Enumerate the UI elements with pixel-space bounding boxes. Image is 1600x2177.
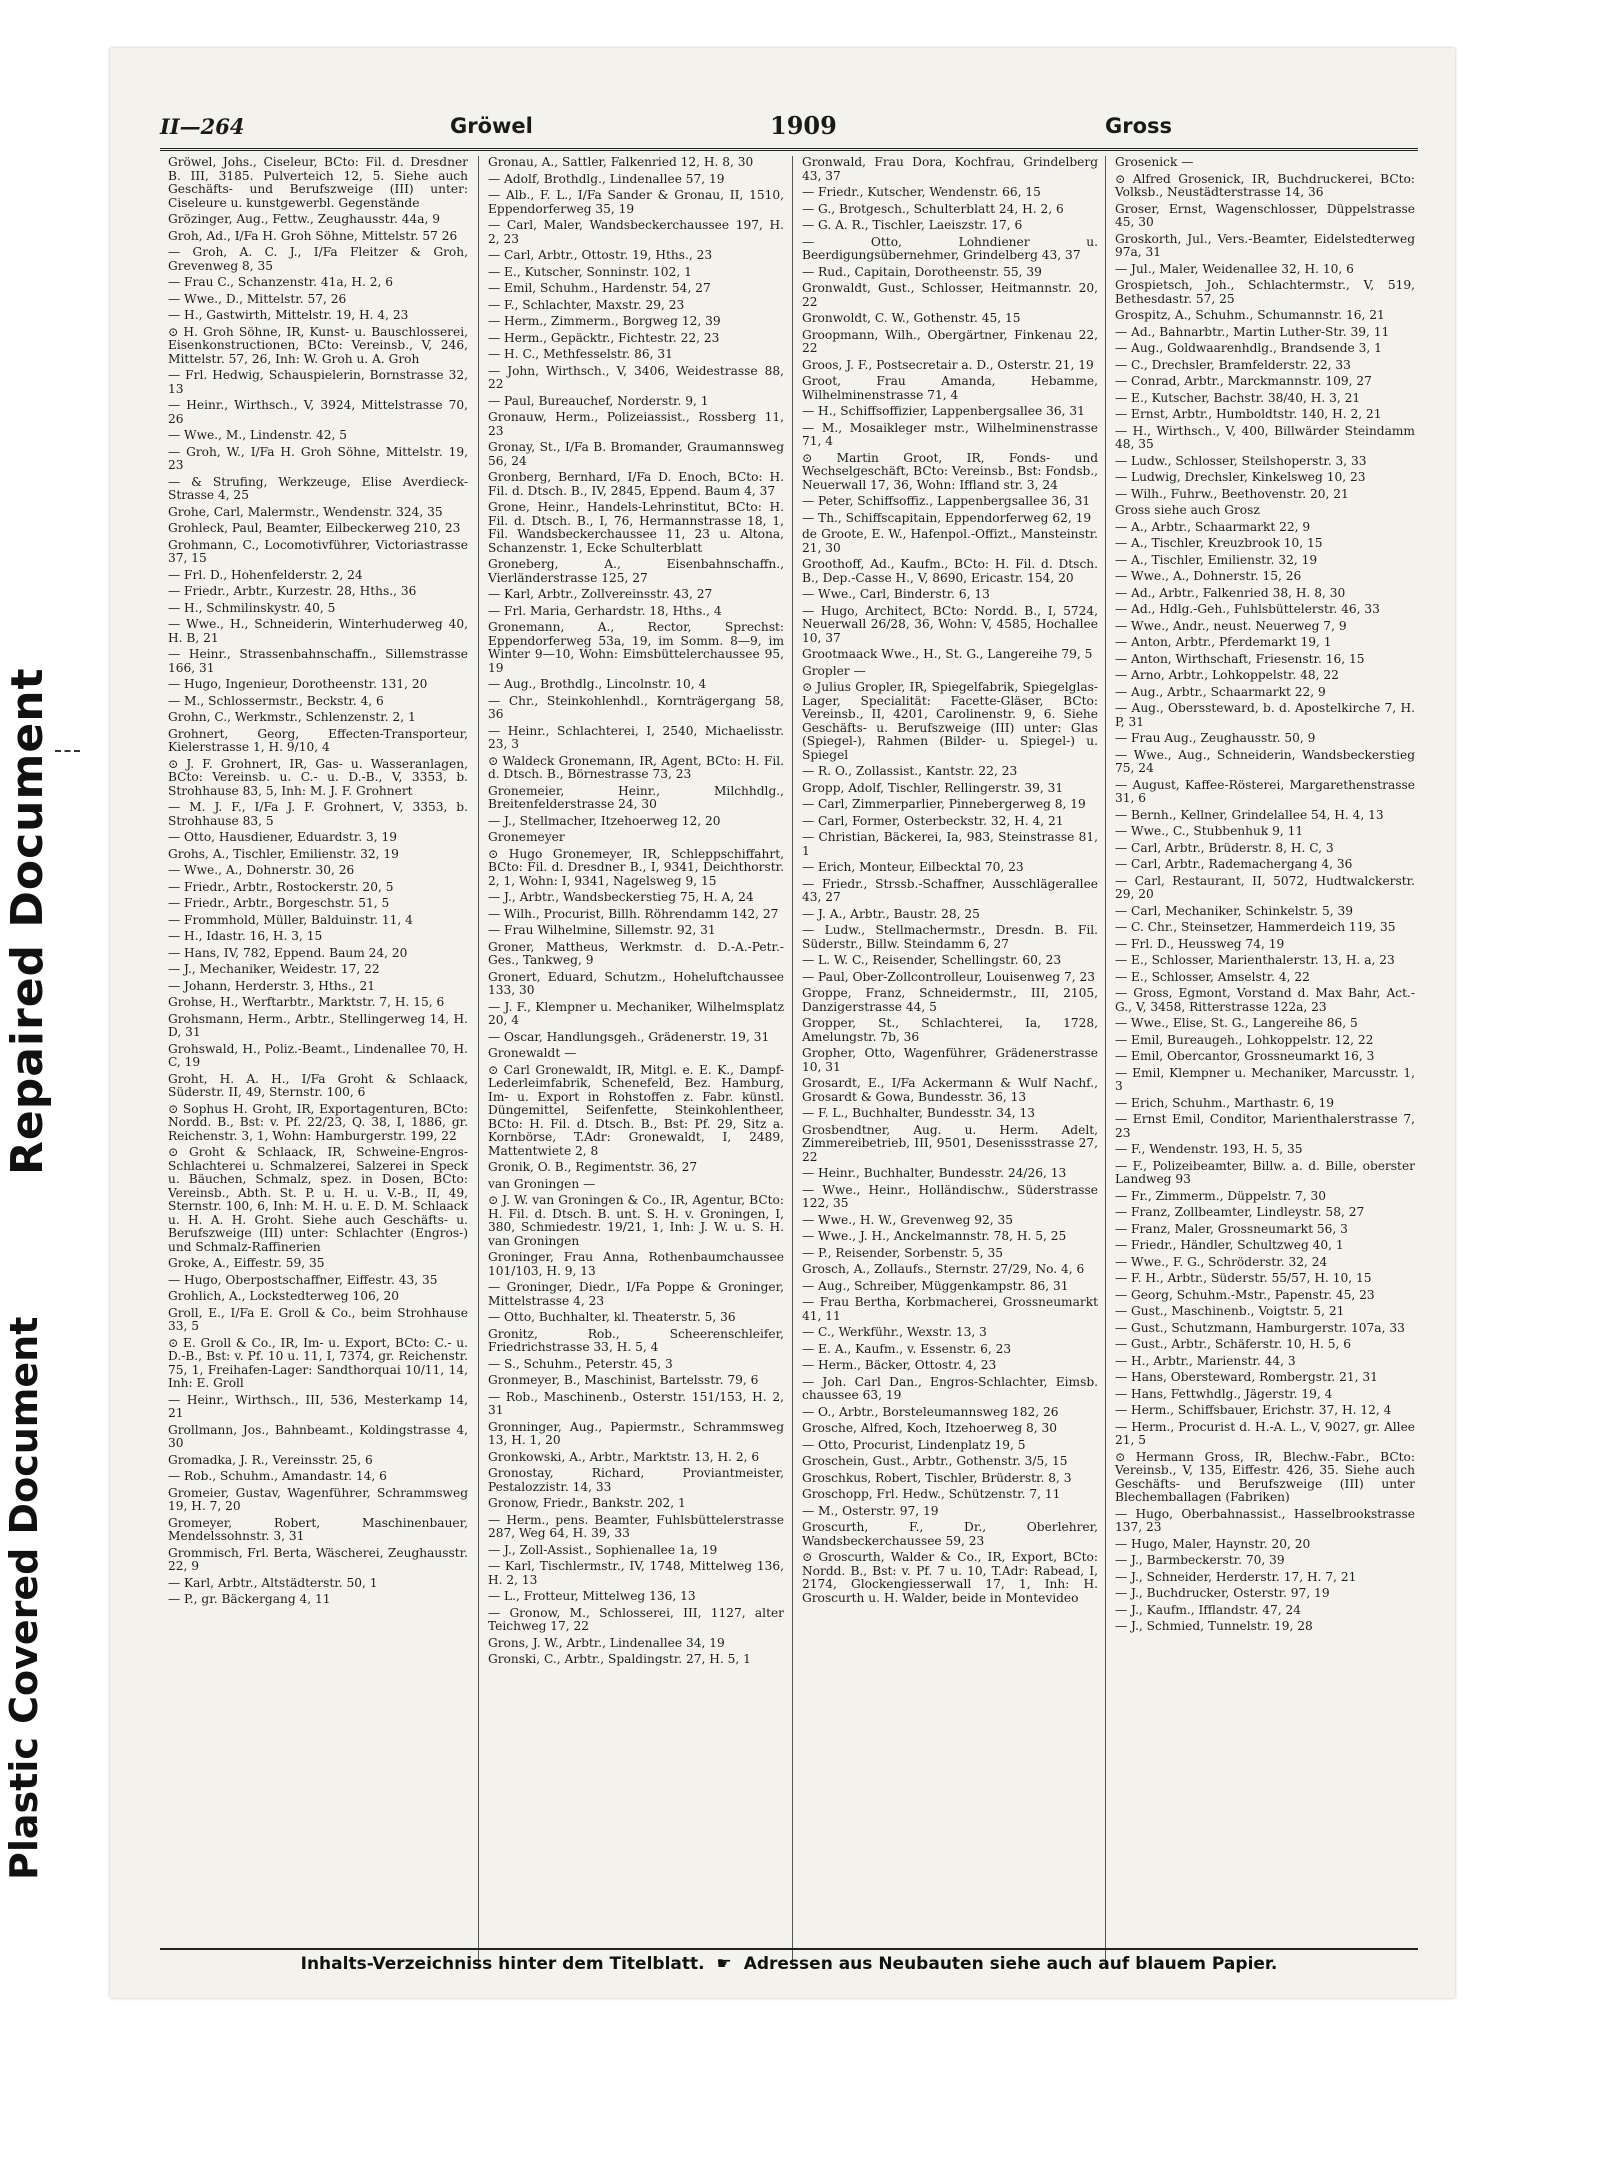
directory-entry: — J., Schmied, Tunnelstr. 19, 28 [1115, 1619, 1313, 1633]
directory-entry: — Wwe., M., Lindenstr. 42, 5 [168, 428, 348, 442]
plastic-covered-label: Plastic Covered Document [2, 1316, 46, 1880]
directory-entry: Groothoff, Ad., Kaufm., BCto: H. Fil. d. Dtsch. B., Dep.-Casse H., V, 8690, Ericastr. 154, 20 [802, 557, 1098, 585]
directory-entry: Groser, Ernst, Wagenschlosser, Düppelstrasse 45, 30 [1115, 201, 1415, 229]
directory-entry: Grohswald, H., Poliz.-Beamt., Lindenallee 70, H. C, 19 [168, 1041, 468, 1069]
directory-entry: — Wwe., C., Stubbenhuk 9, 11 [1115, 824, 1304, 838]
directory-entry: ⊙ Groscurth, Walder & Co., IR, Export, BCto: Nordd. B., Bst: v. Pf. 7 u. 10, T.Adr: Rabead, I, 2174, Glockengiesserwall 17, 1, Inh: H. Groscurth u. H. Walder, beide in Montevideo [802, 1550, 1098, 1605]
directory-entry: Gronow, Friedr., Bankstr. 202, 1 [488, 1496, 686, 1510]
directory-entry: Groke, A., Eiffestr. 59, 35 [168, 1256, 325, 1270]
directory-entry: — Hans, Fettwhdlg., Jägerstr. 19, 4 [1115, 1386, 1333, 1401]
directory-entry: — Anton, Wirthschaft, Friesenstr. 16, 15 [1115, 651, 1365, 666]
scan-margin [0, 0, 78, 2177]
directory-entry: — H., Gastwirth, Mittelstr. 19, H. 4, 23 [168, 308, 409, 322]
directory-entry: — Otto, Procurist, Lindenplatz 19, 5 [802, 1437, 1026, 1452]
directory-entry: — Wwe., H. W., Grevenweg 92, 35 [802, 1212, 1014, 1227]
header-year: 1909 [770, 111, 837, 140]
directory-entry: Groht, H. A. H., I/Fa Groht & Schlaack, Süderstr. II, 49, Sternstr. 100, 6 [168, 1071, 468, 1099]
directory-entry: Grohlich, A., Lockstedterweg 106, 20 [168, 1289, 399, 1303]
directory-entry: — Ad., Bahnarbtr., Martin Luther-Str. 39, 11 [1115, 324, 1390, 339]
column-divider [792, 156, 793, 1966]
directory-entry: — C. Chr., Steinsetzer, Hammerdeich 119, 35 [1115, 920, 1396, 934]
directory-entry: Gropher, Otto, Wagenführer, Grädenerstrasse 10, 31 [802, 1046, 1098, 1074]
directory-entry: Gronemeyer [488, 830, 565, 844]
directory-entry: — Wwe., F. G., Schröderstr. 32, 24 [1115, 1254, 1328, 1269]
directory-entry: Gronauw, Herm., Polizeiassist., Rossberg 11, 23 [488, 410, 784, 438]
directory-entry: Gropp, Adolf, Tischler, Rellingerstr. 39, 31 [802, 780, 1064, 795]
directory-entry: — Herm., Zimmerm., Borgweg 12, 39 [488, 314, 721, 328]
directory-entry: Grosbendtner, Aug. u. Herm. Adelt, Zimmereibetrieb, III, 9501, Desenissstrasse 27, 22 [802, 1122, 1098, 1164]
directory-entry: ⊙ Groht & Schlaack, IR, Schweine-Engros-Schlachterei u. Schmalzerei, Salzerei in Speck u. Bäuchen, Schmalz, spez. in Dosen, BCto: Vereinsb., Abth. St. P. u. H. u. V.-B., II, 49, Sternstr. 100, 6, Inh: M. H. u. E. D. M. Schlaack u. H. A. H. Groht. Siehe auch Geschäfts- u. Berufszweige (III) unter: Schlachter (Engros-) und Schmalz-Raffinerien [168, 1145, 468, 1254]
directory-entry: — Heinr., Wirthsch., V, 3924, Mittelstrasse 70, 26 [168, 398, 468, 426]
directory-entry: — Hans, IV, 782, Eppend. Baum 24, 20 [168, 945, 408, 960]
directory-entry: — J., Kaufm., Ifflandstr. 47, 24 [1115, 1602, 1301, 1617]
directory-entry: — L., Frotteur, Mittelweg 136, 13 [488, 1589, 696, 1603]
directory-entry: Grohsmann, Herm., Arbtr., Stellingerweg 14, H. D, 31 [168, 1011, 468, 1039]
directory-entry: Grons, J. W., Arbtr., Lindenallee 34, 19 [488, 1635, 725, 1650]
directory-entry: — Adolf, Brothdlg., Lindenallee 57, 19 [488, 171, 725, 186]
directory-entry: — H., Arbtr., Marienstr. 44, 3 [1115, 1353, 1296, 1368]
directory-entry: — Ad., Hdlg.-Geh., Fuhlsbüttelerstr. 46, 33 [1115, 602, 1380, 616]
directory-entry: — Erich, Schuhm., Marthastr. 6, 19 [1115, 1095, 1334, 1110]
directory-entry: — Groh, W., I/Fa H. Groh Söhne, Mittelstr. 19, 23 [168, 444, 468, 472]
directory-entry: — O., Arbtr., Borsteleumannsweg 182, 26 [802, 1404, 1059, 1419]
directory-entry: — M. J. F., I/Fa J. F. Grohnert, V, 3353, b. Strohhause 83, 5 [168, 800, 468, 828]
directory-entry: — Wwe., D., Mittelstr. 57, 26 [168, 291, 347, 306]
directory-entry: — Frau Aug., Zeughausstr. 50, 9 [1115, 731, 1316, 745]
directory-entry: — F. H., Arbtr., Süderstr. 55/57, H. 10, 15 [1115, 1271, 1372, 1285]
directory-entry: Gronostay, Richard, Proviantmeister, Pestalozzistr. 14, 33 [488, 1466, 784, 1494]
directory-entry: — Jul., Maler, Weidenallee 32, H. 10, 6 [1115, 261, 1354, 276]
directory-entry: — Heinr., Wirthsch., III, 536, Mesterkamp 14, 21 [168, 1392, 468, 1420]
directory-entry: — Ludwig, Drechsler, Kinkelsweg 10, 23 [1115, 470, 1366, 484]
directory-entry: — J., Stellmacher, Itzehoerweg 12, 20 [488, 813, 721, 828]
directory-entry: — Karl, Tischlermstr., IV, 1748, Mittelweg 136, H. 2, 13 [488, 1559, 784, 1587]
directory-entry: Gronmeyer, B., Maschinist, Bartelsstr. 79, 6 [488, 1373, 759, 1387]
directory-entry: — E. A., Kaufm., v. Essenstr. 6, 23 [802, 1341, 1012, 1356]
directory-entry: — Friedr., Arbtr., Rostockerstr. 20, 5 [168, 879, 394, 894]
column-1 [168, 156, 468, 1966]
directory-entry: Groschopp, Frl. Hedw., Schützenstr. 7, 11 [802, 1487, 1061, 1501]
directory-entry: — Herm., Procurist d. H.-A. L., V, 9027, gr. Allee 21, 5 [1115, 1419, 1415, 1447]
directory-entry: — C., Drechsler, Bramfelderstr. 22, 33 [1115, 357, 1351, 372]
directory-entry: — Groninger, Diedr., I/Fa Poppe & Groninger, Mittelstrasse 4, 23 [488, 1280, 784, 1308]
column-4 [1110, 156, 1415, 1966]
directory-entry: — Herm., Schiffsbauer, Erichstr. 37, H. 12, 4 [1115, 1403, 1392, 1417]
directory-entry: — Frl. D., Hohenfelderstr. 2, 24 [168, 567, 363, 582]
directory-entry: — Oscar, Handlungsgeh., Grädenerstr. 19, 31 [488, 1029, 770, 1044]
directory-entry: Gronewaldt — [488, 1046, 577, 1060]
directory-entry: Gronau, A., Sattler, Falkenried 12, H. 8, 30 [488, 156, 754, 169]
directory-entry: — Chr., Steinkohlenhdl., Kornträgergang 58, 36 [488, 693, 784, 721]
directory-entry: Grospitz, A., Schuhm., Schumannstr. 16, 21 [1115, 308, 1385, 322]
footer-address-note: Adressen aus Neubauten siehe auch auf blauem Papier. [743, 1954, 1278, 1974]
directory-entry: Grone, Heinr., Handels-Lehrinstitut, BCto: H. Fil. d. Dtsch. B., I, 76, Hermannstrasse 18, 1, Fil. Wandsbeckerchaussee 11, 23 u. Altona, Schanzenstr. 1, Ecke Schulterblatt [488, 500, 784, 555]
directory-entry: Groscurth, F., Dr., Oberlehrer, Wandsbeckerchaussee 59, 23 [802, 1520, 1098, 1548]
directory-entry: Grosche, Alfred, Koch, Itzehoerweg 8, 30 [802, 1421, 1058, 1435]
directory-entry: — Ludw., Stellmachermstr., Dresdn. B. Fil. Süderstr., Billw. Steindamm 6, 27 [802, 923, 1098, 951]
directory-entry: — & Strufing, Werkzeuge, Elise Averdieck-Strasse 4, 25 [168, 474, 468, 502]
directory-entry: ⊙ Julius Gropler, IR, Spiegelfabrik, Spiegelglas-Lager, Specialität: Facette-Gläser, BCto: Vereinsb., II, 4201, Carolinenstr. 9, 6. Siehe Geschäfts- u. Berufszweige (III) unter: Glas (Spiegel-), Rahmen (Bilder- u. Spiegel-) u. Spiegel [802, 680, 1098, 762]
directory-entry: — M., Mosaikleger mstr., Wilhelminenstrasse 71, 4 [802, 420, 1098, 448]
directory-entry: de Groote, E. W., Hafenpol.-Offizt., Mansteinstr. 21, 30 [802, 527, 1098, 555]
directory-entry: — Aug., Oberssteward, b. d. Apostelkirche 7, H. P, 31 [1115, 701, 1415, 729]
directory-entry: — M., Schlossermstr., Beckstr. 4, 6 [168, 693, 384, 708]
directory-entry: — Otto, Hausdiener, Eduardstr. 3, 19 [168, 830, 397, 844]
directory-entry: Groppe, Franz, Schneidermstr., III, 2105, Danzigerstrasse 44, 5 [802, 986, 1098, 1014]
directory-entry: — Karl, Arbtr., Zollvereinsstr. 43, 27 [488, 587, 713, 601]
directory-entry: — Peter, Schiffsoffiz., Lappenbergsallee 36, 31 [802, 494, 1091, 508]
directory-entry: — Heinr., Buchhalter, Bundesstr. 24/26, 13 [802, 1166, 1067, 1180]
directory-entry: — Aug., Goldwaarenhdlg., Brandsende 3, 1 [1115, 341, 1382, 355]
directory-entry: — Franz, Zollbeamter, Lindleystr. 58, 27 [1115, 1205, 1365, 1219]
directory-entry: — J., Arbtr., Wandsbeckerstieg 75, H. A, 24 [488, 890, 754, 904]
directory-entry: — Aug., Schreiber, Müggenkampstr. 86, 31 [802, 1278, 1069, 1293]
directory-entry: — J., Zoll-Assist., Sophienallee 1a, 19 [488, 1542, 718, 1557]
directory-entry: — Otto, Lohndiener u. Beerdigungsübernehmer, Grindelberg 43, 37 [802, 234, 1098, 262]
directory-entry: Gromeyer, Robert, Maschinenbauer, Mendelssohnstr. 3, 31 [168, 1515, 468, 1543]
directory-entry: — F., Schlachter, Maxstr. 29, 23 [488, 297, 685, 312]
directory-entry: Grohe, Carl, Malermstr., Wendenstr. 324, 35 [168, 504, 443, 519]
directory-entry: — Hugo, Oberpostschaffner, Eiffestr. 43, 35 [168, 1272, 438, 1287]
directory-entry: Gromadka, J. R., Vereinsstr. 25, 6 [168, 1452, 373, 1467]
directory-entry: — Ad., Arbtr., Falkenried 38, H. 8, 30 [1115, 585, 1346, 600]
directory-entry: ⊙ H. Groh Söhne, IR, Kunst- u. Bauschlosserei, Eisenkonstructionen, BCto: Vereinsb., V, 246, Mittelstr. 57, 26, Inh: W. Groh u. A. Groh [168, 324, 468, 366]
pointing-hand-icon: ☛ [716, 1954, 732, 1974]
directory-entry: ⊙ Hermann Gross, IR, Blechw.-Fabr., BCto: Vereinsb., V, 135, Eiffestr. 426, 35. Siehe auch Geschäfts- und Berufszweige (III) unter Blechemballagen (Fabriken) [1115, 1449, 1415, 1504]
directory-entry: — Georg, Schuhm.-Mstr., Papenstr. 45, 23 [1115, 1287, 1375, 1302]
directory-entry: Gronik, O. B., Regimentstr. 36, 27 [488, 1160, 698, 1174]
directory-entry: — Emil, Bureaugeh., Lohkoppelstr. 12, 22 [1115, 1032, 1374, 1047]
directory-entry: — Carl, Arbtr., Brüderstr. 8, H. C, 3 [1115, 840, 1334, 855]
directory-entry: Groll, E., I/Fa E. Groll & Co., beim Strohhause 33, 5 [168, 1305, 468, 1333]
directory-entry: — H., Wirthsch., V, 400, Billwärder Steindamm 48, 35 [1115, 423, 1415, 451]
directory-entry: — E., Kutscher, Sonninstr. 102, 1 [488, 264, 692, 279]
directory-entry: — Carl, Arbtr., Ottostr. 19, Hths., 23 [488, 248, 713, 262]
directory-entry: — Wwe., H., Schneiderin, Winterhuderweg 40, H. B, 21 [168, 617, 468, 645]
directory-page [110, 48, 1455, 1998]
directory-entry: — Wwe., Elise, St. G., Langereihe 86, 5 [1115, 1016, 1358, 1030]
directory-entry: — John, Wirthsch., V, 3406, Weidestrasse 88, 22 [488, 363, 784, 391]
directory-entry: Gronemeier, Heinr., Milchhdlg., Breitenfelderstrasse 24, 30 [488, 783, 784, 811]
directory-entry: Groschkus, Robert, Tischler, Brüderstr. 8, 3 [802, 1470, 1072, 1485]
directory-entry: — Ernst, Arbtr., Humboldtstr. 140, H. 2, 21 [1115, 407, 1382, 421]
directory-entry: Grommisch, Frl. Berta, Wäscherei, Zeughausstr. 22, 9 [168, 1545, 468, 1573]
directory-entry: — G., Brotgesch., Schulterblatt 24, H. 2, 6 [802, 201, 1064, 216]
directory-entry: Gronwoldt, C. W., Gothenstr. 45, 15 [802, 311, 1021, 325]
directory-entry: Groh, Ad., I/Fa H. Groh Söhne, Mittelstr. 57 26 [168, 228, 458, 243]
header-first-name: Gröwel [450, 114, 533, 138]
directory-entry: Grohse, H., Werftarbtr., Marktstr. 7, H. 15, 6 [168, 995, 445, 1009]
directory-entry: — Aug., Arbtr., Schaarmarkt 22, 9 [1115, 684, 1326, 699]
page-number: II—264 [160, 114, 245, 139]
directory-entry: — Carl, Restaurant, II, 5072, Hudtwalckerstr. 29, 20 [1115, 873, 1415, 901]
directory-entry: — Carl, Former, Osterbeckstr. 32, H. 4, 21 [802, 813, 1064, 828]
directory-entry: ⊙ Sophus H. Groht, IR, Exportagenturen, BCto: Nordd. B., Bst: v. Pf. 22/23, Q. 38, I, 1886, gr. Reichenstr. 3, 1, Wohn: Hamburgerstr. 199, 22 [168, 1101, 468, 1143]
directory-entry: — Wwe., Carl, Binderstr. 6, 13 [802, 587, 990, 601]
directory-entry: — Friedr., Arbtr., Borgeschstr. 51, 5 [168, 896, 390, 910]
directory-entry: Gronay, St., I/Fa B. Bromander, Graumannsweg 56, 24 [488, 440, 784, 468]
directory-entry: — A., Tischler, Kreuzbrook 10, 15 [1115, 536, 1323, 550]
column-2 [483, 156, 784, 1966]
directory-entry: Gronemann, A., Rector, Sprechst: Eppendorferweg 53a, 19, im Somm. 8—9, im Winter 9—10, Wohn: Eimsbüttelerchaussee 95, 19 [488, 620, 784, 675]
directory-entry: Grootmaack Wwe., H., St. G., Langereihe 79, 5 [802, 647, 1093, 661]
directory-entry: — Friedr., Arbtr., Kurzestr. 28, Hths., 36 [168, 584, 417, 598]
directory-entry: — E., Schlosser, Amselstr. 4, 22 [1115, 969, 1310, 984]
directory-entry: — Frl. Hedwig, Schauspielerin, Bornstrasse 32, 13 [168, 368, 468, 396]
directory-entry: Gronert, Eduard, Schutzm., Hoheluftchaussee 133, 30 [488, 969, 784, 997]
directory-entry: — Frommhold, Müller, Balduinstr. 11, 4 [168, 912, 413, 927]
directory-entry: — Frl. D., Heussweg 74, 19 [1115, 936, 1285, 951]
directory-entry: — C., Werkführ., Wexstr. 13, 3 [802, 1325, 987, 1339]
directory-entry: ⊙ J. F. Grohnert, IR, Gas- u. Wasseranlagen, BCto: Vereinsb. u. C.- u. D.-B., V, 3353, b. Strohhause 83, 5, Inh: M. J. F. Grohnert [168, 756, 468, 798]
directory-entry: — Wwe., J. H., Anckelmannstr. 78, H. 5, 25 [802, 1229, 1067, 1243]
directory-entry: — Heinr., Strassenbahnschaffn., Sillemstrasse 166, 31 [168, 647, 468, 675]
directory-entry: — Hans, Obersteward, Rombergstr. 21, 31 [1115, 1370, 1378, 1384]
directory-entry: Gronitz, Rob., Scheerenschleifer, Friedrichstrasse 33, H. 5, 4 [488, 1326, 784, 1354]
directory-entry: — H., Idastr. 16, H. 3, 15 [168, 929, 323, 943]
directory-entry: Groneberg, A., Eisenbahnschaffn., Vierländerstrasse 125, 27 [488, 557, 784, 585]
directory-entry: — J. F., Klempner u. Mechaniker, Wilhelmsplatz 20, 4 [488, 999, 784, 1027]
directory-entry: — Franz, Maler, Grossneumarkt 56, 3 [1115, 1221, 1348, 1236]
directory-entry: — Ludw., Schlosser, Steilshoperstr. 3, 33 [1115, 453, 1367, 468]
directory-entry: Gronninger, Aug., Papiermstr., Schrammsweg 13, H. 1, 20 [488, 1419, 784, 1447]
directory-entry: — J., Buchdrucker, Osterstr. 97, 19 [1115, 1586, 1330, 1600]
directory-entry: van Groningen — [488, 1176, 596, 1191]
directory-entry: Grözinger, Aug., Fettw., Zeughausstr. 44a, 9 [168, 212, 441, 226]
directory-entry: — Wwe., Aug., Schneiderin, Wandsbeckerstieg 75, 24 [1115, 747, 1415, 775]
directory-entry: — Otto, Buchhalter, kl. Theaterstr. 5, 36 [488, 1310, 736, 1324]
directory-entry: Grohmann, C., Locomotivführer, Victoriastrasse 37, 15 [168, 537, 468, 565]
directory-entry: — Wwe., Heinr., Holländischw., Süderstrasse 122, 35 [802, 1182, 1098, 1210]
directory-entry: — L. W. C., Reisender, Schellingstr. 60, 23 [802, 953, 1062, 967]
column-divider [478, 156, 479, 1966]
directory-entry: — Frau Wilhelmine, Sillemstr. 92, 31 [488, 923, 716, 937]
directory-entry: — Carl, Zimmerparlier, Pinnebergerweg 8, 19 [802, 797, 1086, 811]
directory-entry: Grosardt, E., I/Fa Ackermann & Wulf Nachf., Grosardt & Gowa, Bundesstr. 36, 13 [802, 1076, 1098, 1104]
directory-entry: — Carl, Maler, Wandsbeckerchaussee 197, H. 2, 23 [488, 218, 784, 246]
directory-entry: — Rud., Capitain, Dorotheenstr. 55, 39 [802, 264, 1042, 279]
directory-entry: — Wilh., Fuhrw., Beethovenstr. 20, 21 [1115, 486, 1349, 501]
directory-entry: — Hugo, Maler, Haynstr. 20, 20 [1115, 1536, 1311, 1551]
directory-entry: — Emil, Schuhm., Hardenstr. 54, 27 [488, 281, 711, 295]
directory-entry: — Frau Bertha, Korbmacherei, Grossneumarkt 41, 11 [802, 1295, 1098, 1323]
directory-entry: — Arno, Arbtr., Lohkoppelstr. 48, 22 [1115, 668, 1339, 682]
directory-entry: — Johann, Herderstr. 3, Hths., 21 [168, 978, 376, 993]
directory-entry: — Paul, Ober-Zollcontrolleur, Louisenweg 7, 23 [802, 969, 1096, 984]
directory-entry: — P., Reisender, Sorbenstr. 5, 35 [802, 1245, 1004, 1260]
directory-entry: — Hugo, Oberbahnassist., Hasselbrookstrasse 137, 23 [1115, 1506, 1415, 1534]
directory-entry: ⊙ Hugo Gronemeyer, IR, Schleppschiffahrt, BCto: Fil. d. Dresdner B., I, 9341, Deichthorstr. 2, 1, Wohn: I, 9341, Nagelsweg 9, 15 [488, 846, 784, 888]
directory-entry: — Carl, Arbtr., Rademachergang 4, 36 [1115, 857, 1353, 871]
directory-entry: ⊙ Martin Groot, IR, Fonds- und Wechselgeschäft, BCto: Vereinsb., Bst: Fondsb., Neuerwall 17, 36, Wohn: Iffland str. 3, 24 [802, 450, 1098, 492]
directory-entry: — A., Arbtr., Schaarmarkt 22, 9 [1115, 519, 1311, 534]
directory-entry: — Wwe., A., Dohnerstr. 30, 26 [168, 863, 355, 877]
directory-entry: — Aug., Brothdlg., Lincolnstr. 10, 4 [488, 677, 707, 691]
directory-entry: Gröwel, Johs., Ciseleur, BCto: Fil. d. Dresdner B. III, 3185. Pulverteich 12, 5. Siehe auch Geschäfts- und Berufszweige (III) unter: Ciseleure u. kunstgewerbl. Gegenstände [168, 156, 468, 210]
directory-entry: — Gronow, M., Schlosserei, III, 1127, alter Teichweg 17, 22 [488, 1605, 784, 1633]
directory-entry: — Fr., Zimmerm., Düppelstr. 7, 30 [1115, 1188, 1327, 1203]
directory-entry: — Heinr., Schlachterei, I, 2540, Michaelisstr. 23, 3 [488, 723, 784, 751]
directory-entry: — J., Schneider, Herderstr. 17, H. 7, 21 [1115, 1569, 1357, 1584]
directory-entry: — Emil, Klempner u. Mechaniker, Marcusstr. 1, 3 [1115, 1065, 1415, 1093]
directory-entry: — Wwe., Andr., neust. Neuerweg 7, 9 [1115, 618, 1347, 633]
footer-index-note: Inhalts-Verzeichniss hinter dem Titelblatt. [300, 1954, 705, 1974]
directory-entry: — J., Mechaniker, Weidestr. 17, 22 [168, 962, 380, 976]
directory-entry: — August, Kaffee-Rösterei, Margarethenstrasse 31, 6 [1115, 777, 1415, 805]
directory-entry: — J., Barmbeckerstr. 70, 39 [1115, 1553, 1285, 1567]
directory-entry: — Friedr., Strssb.-Schaffner, Ausschlägerallee 43, 27 [802, 876, 1098, 904]
directory-entry: — P., gr. Bäckergang 4, 11 [168, 1592, 331, 1606]
directory-entry: — Karl, Arbtr., Altstädterstr. 50, 1 [168, 1575, 378, 1590]
directory-entry: — Herm., Bäcker, Ottostr. 4, 23 [802, 1358, 997, 1372]
directory-entry: — H., Schiffsoffizier, Lappenbergsallee 36, 31 [802, 404, 1085, 418]
directory-entry: — Wilh., Procurist, Billh. Röhrendamm 142, 27 [488, 906, 779, 921]
directory-entry: — Hugo, Architect, BCto: Nordd. B., I, 5724, Neuerwall 26/28, 36, Wohn: V, 4585, Hochallee 10, 37 [802, 603, 1098, 645]
directory-entry: — J. A., Arbtr., Baustr. 28, 25 [802, 906, 980, 921]
directory-entry: — S., Schuhm., Peterstr. 45, 3 [488, 1356, 673, 1371]
directory-entry: Gropper, St., Schlachterei, Ia, 1728, Amelungstr. 7b, 36 [802, 1016, 1098, 1044]
directory-entry: Grohnert, Georg, Effecten-Transporteur, Kielerstrasse 1, H. 9/10, 4 [168, 726, 468, 754]
directory-entry: Groner, Mattheus, Werkmstr. d. D.-A.-Petr.-Ges., Tankweg, 9 [488, 939, 784, 967]
directory-entry: — E., Schlosser, Marienthalerstr. 13, H. a, 23 [1115, 953, 1395, 967]
directory-entry: — E., Kutscher, Bachstr. 38/40, H. 3, 21 [1115, 390, 1361, 405]
directory-entry: — Herm., pens. Beamter, Fuhlsbüttelerstrasse 287, Weg 64, H. 39, 33 [488, 1512, 784, 1540]
directory-entry: — Alb., F. L., I/Fa Sander & Gronau, II, 1510, Eppendorferweg 35, 19 [488, 188, 784, 216]
directory-entry: Groschein, Gust., Arbtr., Gothenstr. 3/5, 15 [802, 1454, 1068, 1468]
page-footer [160, 1948, 1418, 1982]
directory-entry: — Paul, Bureauchef, Norderstr. 9, 1 [488, 393, 709, 408]
directory-entry: Groopmann, Wilh., Obergärtner, Finkenau 22, 22 [802, 327, 1098, 355]
scan-divider [55, 750, 80, 752]
directory-entry: — Groh, A. C. J., I/Fa Fleitzer & Groh, Grevenweg 8, 35 [168, 245, 468, 273]
directory-entry: — Gust., Arbtr., Schäferstr. 10, H. 5, 6 [1115, 1337, 1351, 1351]
directory-entry: — Herm., Gepäcktr., Fichtestr. 22, 23 [488, 330, 720, 345]
directory-entry: Grollmann, Jos., Bahnbeamt., Koldingstrasse 4, 30 [168, 1422, 468, 1450]
directory-entry: — H., Schmilinskystr. 40, 5 [168, 600, 336, 615]
directory-entry: Grohn, C., Werkmstr., Schlenzenstr. 2, 1 [168, 710, 416, 724]
directory-entry: ⊙ Alfred Grosenick, IR, Buchdruckerei, BCto: Volksb., Neustädterstrasse 14, 36 [1115, 171, 1415, 199]
directory-entry: — Anton, Arbtr., Pferdemarkt 19, 1 [1115, 635, 1332, 649]
directory-entry: — M., Osterstr. 97, 19 [802, 1503, 939, 1518]
directory-entry: Grohs, A., Tischler, Emilienstr. 32, 19 [168, 846, 399, 861]
directory-entry: — Bernh., Kellner, Grindelallee 54, H. 4, 13 [1115, 807, 1384, 822]
directory-entry: Gronwaldt, Gust., Schlosser, Heitmannstr. 20, 22 [802, 281, 1098, 309]
column-divider [1105, 156, 1106, 1966]
directory-entry: — Christian, Bäckerei, Ia, 983, Steinstrasse 81, 1 [802, 830, 1098, 858]
directory-entry: — Emil, Obercantor, Grossneumarkt 16, 3 [1115, 1049, 1375, 1063]
directory-entry: — Gust., Schutzmann, Hamburgerstr. 107a, 33 [1115, 1320, 1405, 1335]
directory-columns [168, 156, 1418, 1966]
directory-entry: — F., Polizeibeamter, Billw. a. d. Bille, oberster Landweg 93 [1115, 1158, 1415, 1186]
directory-entry: — Erich, Monteur, Eilbecktal 70, 23 [802, 860, 1024, 874]
directory-entry: — Ernst Emil, Conditor, Marienthalerstrasse 7, 23 [1115, 1112, 1415, 1140]
directory-entry: — Gross, Egmont, Vorstand d. Max Bahr, Act.-G., V, 3458, Ritterstrasse 122a, 23 [1115, 986, 1415, 1014]
directory-entry: — Gust., Maschinenb., Voigtstr. 5, 21 [1115, 1304, 1345, 1318]
directory-entry: — H. C., Methfesselstr. 86, 31 [488, 347, 673, 361]
directory-entry: — G. A. R., Tischler, Laeiszstr. 17, 6 [802, 218, 1023, 232]
header-last-name: Gross [1105, 114, 1173, 138]
directory-entry: — Hugo, Ingenieur, Dorotheenstr. 131, 20 [168, 677, 428, 691]
directory-entry: Gronkowski, A., Arbtr., Marktstr. 13, H. 2, 6 [488, 1449, 760, 1464]
directory-entry: Grosenick — [1115, 156, 1194, 169]
directory-entry: ⊙ Waldeck Gronemann, IR, Agent, BCto: H. Fil. d. Dtsch. B., Börnestrasse 73, 23 [488, 753, 784, 781]
directory-entry: — Conrad, Arbtr., Marckmannstr. 109, 27 [1115, 374, 1372, 388]
page-header [160, 110, 1415, 146]
directory-entry: ⊙ Carl Gronewaldt, IR, Mitgl. e. E. K., Dampf-Lederleimfabrik, Schenefeld, Bez. Hamburg, Im- u. Export in Rohstoffen z. Fabr. künstl. Düngemittel, Seifenfette, Steinkohlentheer, BCto: H. Fil. d. Dtsch. B., Bst: Pf. 29, Sitz a. Kornbörse, T.Adr: Gronewaldt, I, 2489, Mattentwiete 2, 8 [488, 1062, 784, 1158]
directory-entry: Grosch, A., Zollaufs., Sternstr. 27/29, No. 4, 6 [802, 1262, 1085, 1276]
directory-entry: Grohleck, Paul, Beamter, Eilbeckerweg 210, 23 [168, 521, 461, 535]
directory-entry: — Friedr., Händler, Schultzweg 40, 1 [1115, 1238, 1344, 1252]
directory-entry: Gropler — [802, 663, 866, 678]
directory-entry: Gromeier, Gustav, Wagenführer, Schrammsweg 19, H. 7, 20 [168, 1485, 468, 1513]
directory-entry: — F. L., Buchhalter, Bundesstr. 34, 13 [802, 1106, 1035, 1120]
directory-entry: — Rob., Maschinenb., Osterstr. 151/153, H. 2, 31 [488, 1389, 784, 1417]
directory-entry: Gronwald, Frau Dora, Kochfrau, Grindelberg 43, 37 [802, 156, 1098, 183]
directory-entry: Groskorth, Jul., Vers.-Beamter, Eidelstedterweg 97a, 31 [1115, 231, 1415, 259]
directory-entry: — Frl. Maria, Gerhardstr. 18, Hths., 4 [488, 603, 722, 618]
column-3 [797, 156, 1098, 1966]
directory-entry: — Th., Schiffscapitain, Eppendorferweg 62, 19 [802, 510, 1092, 525]
directory-entry: — Friedr., Kutscher, Wendenstr. 66, 15 [802, 185, 1041, 199]
repaired-document-label: Repaired Document [2, 667, 53, 1175]
directory-entry: Groos, J. F., Postsecretair a. D., Osterstr. 21, 19 [802, 357, 1094, 372]
directory-entry: — Rob., Schuhm., Amandastr. 14, 6 [168, 1469, 387, 1483]
directory-entry: Grospietsch, Joh., Schlachtermstr., V, 519, Bethesdastr. 57, 25 [1115, 278, 1415, 306]
directory-entry: — Carl, Mechaniker, Schinkelstr. 5, 39 [1115, 903, 1353, 918]
directory-entry: Gross siehe auch Grosz [1115, 503, 1260, 517]
directory-entry: Gronberg, Bernhard, I/Fa D. Enoch, BCto: H. Fil. d. Dtsch. B., IV, 2845, Eppend. Baum 4, 37 [488, 470, 784, 498]
directory-entry: — Frau C., Schanzenstr. 41a, H. 2, 6 [168, 275, 394, 289]
directory-entry: — A., Tischler, Emilienstr. 32, 19 [1115, 552, 1318, 567]
directory-entry: Gronski, C., Arbtr., Spaldingstr. 27, H. 5, 1 [488, 1652, 751, 1666]
directory-entry: — Joh. Carl Dan., Engros-Schlachter, Eimsb. chaussee 63, 19 [802, 1374, 1098, 1402]
directory-entry: Groninger, Frau Anna, Rothenbaumchaussee 101/103, H. 9, 13 [488, 1250, 784, 1278]
directory-entry: — R. O., Zollassist., Kantstr. 22, 23 [802, 764, 1018, 778]
directory-entry: — Wwe., A., Dohnerstr. 15, 26 [1115, 569, 1302, 583]
directory-entry: — F., Wendenstr. 193, H. 5, 35 [1115, 1142, 1303, 1156]
directory-entry: ⊙ J. W. van Groningen & Co., IR, Agentur, BCto: H. Fil. d. Dtsch. B. unt. S. H. v. Groningen, I, 380, Schmiedestr. 19/21, 1, Inh: J. W. u. S. H. van Groningen [488, 1193, 784, 1248]
directory-entry: Groot, Frau Amanda, Hebamme, Wilhelminenstrasse 71, 4 [802, 374, 1098, 402]
header-rule [160, 148, 1418, 151]
directory-entry: ⊙ E. Groll & Co., IR, Im- u. Export, BCto: C.- u. D.-B., Bst: v. Pf. 10 u. 11, I, 7374, gr. Reichenstr. 75, 1, Freihafen-Lager: Sandthorquai 10/11, 14, Inh: E. Groll [168, 1335, 468, 1390]
